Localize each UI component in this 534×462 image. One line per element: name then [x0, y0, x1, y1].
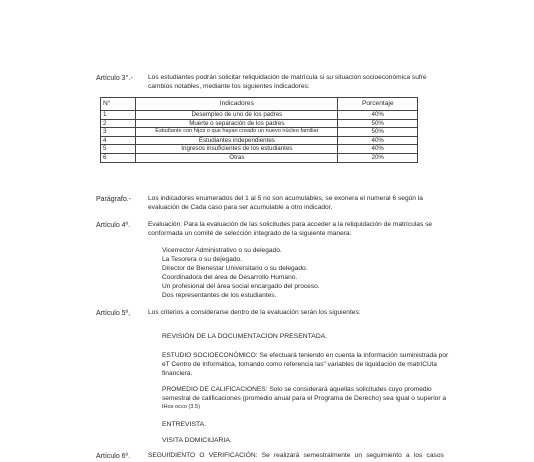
- criterion-promedio-line-1: PROMEDIO DE CALIFICACIONES: Solo se considerará aquellas solicitudes cuyo promedio: [162, 386, 432, 393]
- table-row: [101, 153, 418, 162]
- paragraph-line-2: evaluación de Cada caso para ser acumulable a otro indicador.: [148, 204, 333, 211]
- row-number: 4: [101, 136, 136, 145]
- criterion-visita: VISITA DOMICIlJARIA.: [162, 437, 232, 444]
- criterion-estudio-line-3: financiera.: [162, 370, 193, 377]
- criterion-revision: REVISIÓN DE LA DOCUMENTACION PRESENTADA.: [162, 333, 328, 340]
- table-row: [101, 145, 418, 154]
- criterion-promedio-line-2: semestral de calificaciones (promedio anual para el Programa de Derecho) sea igual o superior a: [162, 395, 447, 402]
- header-percentage: Porcentaje: [338, 98, 418, 111]
- article-4-label: Artículo 4º.: [96, 222, 131, 229]
- article-5-label: Artículo 5º,: [96, 310, 131, 317]
- criterion-estudio-line-2: eT Centro de Informática, tomando como referencia las" variables de liquidación de matríCUla: [162, 361, 437, 368]
- row-percentage: 40%: [338, 145, 418, 154]
- table-row: [101, 119, 418, 128]
- table-row: [101, 111, 418, 120]
- article-6-label: Artículo 6º.: [96, 453, 131, 460]
- committee-member: Dos representantes de los estudiantes.: [162, 292, 277, 299]
- row-percentage: 20%: [338, 153, 418, 162]
- header-indicators: Indicadores: [136, 98, 338, 111]
- row-number: 3: [101, 128, 136, 137]
- table-row: [101, 136, 418, 145]
- committee-member: La Tesorera o su de|egado.: [162, 256, 243, 263]
- row-indicator: Muerte o separación de los padres: [136, 119, 338, 128]
- committee-member: Vicerrector Administrativo o su delegado.: [162, 247, 282, 254]
- criterion-estudio-line-1: ESTUDIO SOCIOECONÓMICO: Se efectuará teniendo en cuenta la información suministrada por: [162, 352, 449, 359]
- row-number: 2: [101, 119, 136, 128]
- criterion-entrevista: ENTREVISTA.: [162, 421, 207, 428]
- committee-member: Coordinadora del área de Desarrollo Humano.: [162, 274, 298, 281]
- row-percentage: 40%: [338, 111, 418, 120]
- row-indicator: Estudiante con hijos o que hayan creado un nuevo núcleo familiar: [136, 128, 338, 137]
- article-6-line-1: SEGUIfDIENTO O VERIFICACIÓN: Se realizará semestralmente un seguimiento a los casos: [148, 452, 444, 459]
- article-5-line-1: Los criterios a considerarse dentro de la evaluación serán los siguientes:: [148, 309, 361, 316]
- table-header-row: [101, 98, 418, 111]
- row-indicator: Otras: [136, 153, 338, 162]
- row-percentage: 50%: [338, 119, 418, 128]
- row-number: 5: [101, 145, 136, 154]
- paragraph-line-1: Los indicadores enumerados del 1 al 5 no son acumulables, se exonera el numeral 6 según la: [148, 195, 423, 202]
- row-percentage: 50%: [338, 128, 418, 137]
- indicators-table: [100, 97, 418, 163]
- committee-member: Un profesional del área social encargado del proceso.: [162, 283, 320, 290]
- article-3-line-1: Los estudiantes podrán solicitar reliquidación de matrícula si su situación socioeconómica sufre: [148, 74, 427, 81]
- row-indicator: Desempleo de uno de los padres: [136, 111, 338, 120]
- header-number: N°: [101, 98, 136, 111]
- row-number: 6: [101, 153, 136, 162]
- paragraph-label: Parágrafo.-: [96, 196, 132, 203]
- article-4-line-1: Evaluación: Para la evaluación de las solicitudes para acceder a la reliquidación de matrículas se: [148, 221, 433, 228]
- article-3-label: Artículo 3°.-: [96, 75, 133, 82]
- table-row: [101, 128, 418, 137]
- row-indicator: Ingresos insuficientes de los estudiantes: [136, 145, 338, 154]
- article-4-line-2: conformada un comité de selección integrado de la siguiente manera:: [148, 230, 352, 237]
- row-indicator: Estudiantes independientes: [136, 136, 338, 145]
- criterion-promedio-line-3: tHos occo (3.5): [162, 404, 200, 410]
- committee-member: Director de Bienestar Universitario o su delegado.: [162, 265, 308, 272]
- row-number: 1: [101, 111, 136, 120]
- row-percentage: 40%: [338, 136, 418, 145]
- article-3-line-2: cambios notables, mediante tos siguientes indicadores:: [148, 83, 310, 90]
